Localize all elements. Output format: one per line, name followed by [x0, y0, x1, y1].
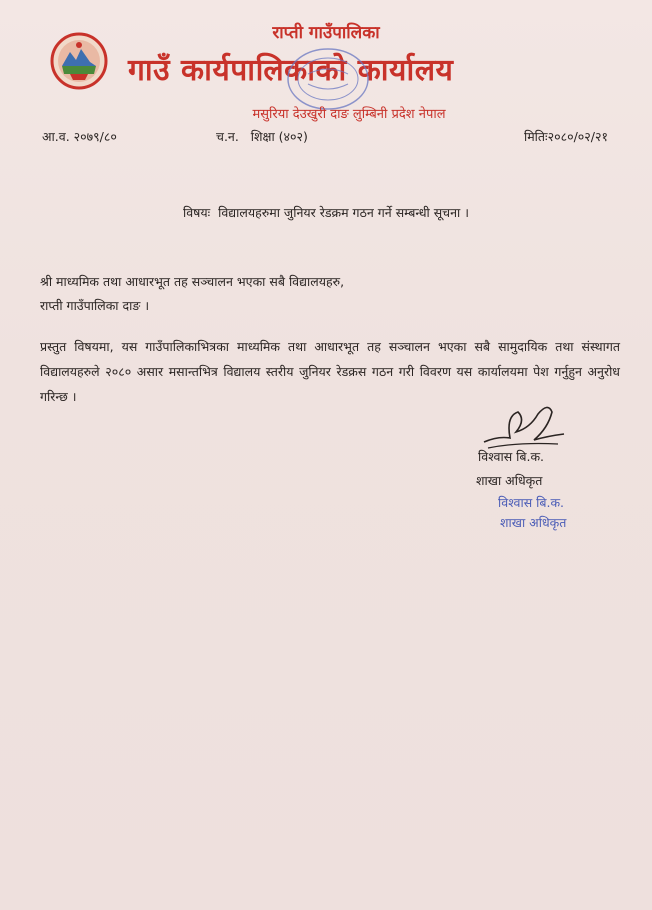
- office-name: गाउँ कार्यपालिकाको कार्यालय: [128, 53, 454, 88]
- signatory-title: शाखा अधिकृत: [476, 473, 543, 488]
- letter-body: प्रस्तुत विषयमा, यस गाउँपालिकाभित्रका माध्यमिक तथा आधारभूत तह सञ्चालन भएका सबै सामुदायिक तथा संस्थागत विद्यालयहरुले २०८० असार मसान्तभित्र विद्यालय स्तरीय जुनियर रेडक्रस गठन गरी विवरण यस कार्यालयमा पेश गर्नुहुन अनुरोध गरिन्छ ।: [40, 339, 620, 404]
- letter-date: मितिः२०८०/०२/२१: [523, 129, 608, 144]
- stamp-signatory-title: शाखा अधिकृत: [500, 515, 567, 530]
- signatory-name: विश्वास बि.क.: [478, 449, 545, 464]
- municipality-name: राप्ती गाउँपालिका: [272, 23, 380, 43]
- recipient-line-1: श्री माध्यमिक तथा आधारभूत तह सञ्चालन भएका सबै विद्यालयहरु,: [40, 274, 345, 289]
- recipient-block: [40, 270, 344, 318]
- recipient-line-2: राप्ती गाउँपालिका दाङ ।: [40, 298, 150, 313]
- fiscal-year: आ.व. २०७९/८०: [42, 129, 117, 144]
- reference-number: च.न. शिक्षा (४०२): [216, 129, 308, 144]
- stamp-signatory-name: विश्वास बि.क.: [498, 495, 565, 510]
- subject-line: विषयः विद्यालयहरुमा जुनियर रेडक्रम गठन गर्ने सम्बन्धी सूचना ।: [182, 205, 470, 220]
- office-address: मसुरिया देउखुरी दाङ लुम्बिनी प्रदेश नेपाल: [252, 107, 446, 122]
